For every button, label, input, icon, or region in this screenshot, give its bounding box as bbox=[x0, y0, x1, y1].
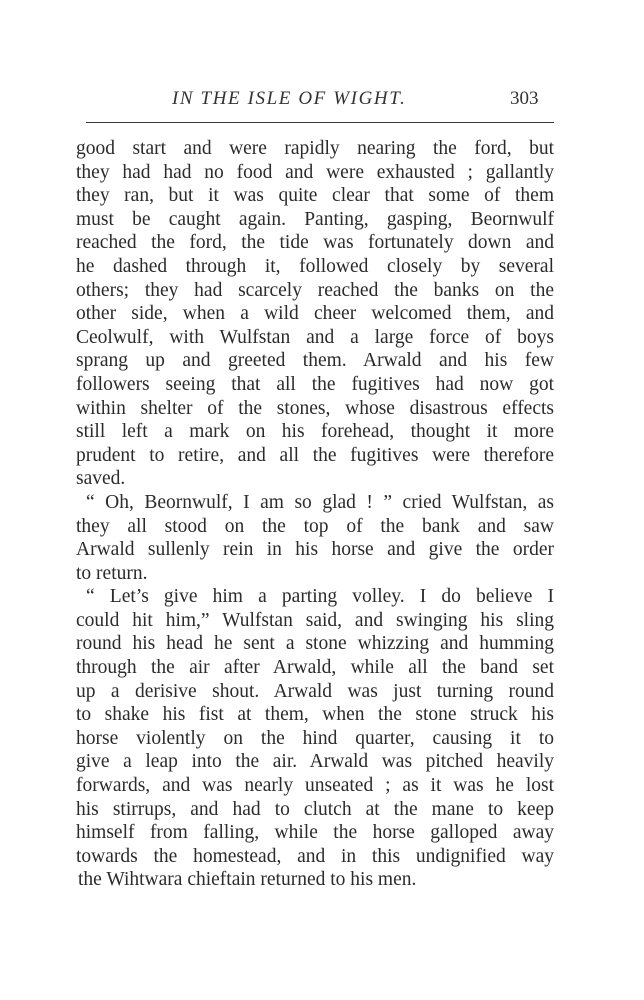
text-line: Arwald sullenly rein in his horse and give the order bbox=[76, 539, 554, 561]
text-line: “ Oh, Beornwulf, I am so glad ! ” cried Wulfstan, as bbox=[86, 491, 554, 513]
text-line: prudent to retire, and all the fugitives were therefore bbox=[76, 444, 554, 466]
text-line: they ran, but it was quite clear that some of them bbox=[76, 185, 554, 207]
text-line: they all stood on the top of the bank and saw bbox=[76, 515, 554, 537]
text-line: within shelter of the stones, whose disastrous effects bbox=[76, 397, 554, 419]
text-line: horse violently on the hind quarter, causing it to bbox=[76, 727, 554, 749]
text-line: he dashed through it, followed closely by several bbox=[76, 255, 554, 277]
text-line: saved. bbox=[76, 468, 126, 490]
text-line: himself from falling, while the horse galloped away bbox=[76, 822, 554, 844]
text-line: could hit him,” Wulfstan said, and swinging his sling bbox=[76, 609, 554, 631]
text-line: up a derisive shout. Arwald was just turning round bbox=[76, 680, 554, 702]
text-line: to shake his fist at them, when the stone struck his bbox=[76, 704, 554, 726]
text-line: good start and were rapidly nearing the ford, but bbox=[76, 138, 554, 159]
text-line: to return. bbox=[76, 562, 148, 584]
text-line: his stirrups, and had to clutch at the mane to keep bbox=[76, 798, 554, 820]
text-line: must be caught again. Panting, gasping, Beornwulf bbox=[76, 208, 554, 230]
text-line: sprang up and greeted them. Arwald and his few bbox=[76, 350, 554, 372]
page-number: 303 bbox=[510, 88, 539, 109]
text-line: other side, when a wild cheer welcomed them, and bbox=[76, 303, 554, 325]
body-text bbox=[76, 137, 554, 892]
header-rule bbox=[86, 122, 554, 123]
text-line: reached the ford, the tide was fortunately down and bbox=[76, 232, 554, 254]
text-line: towards the homestead, and in this undignified way bbox=[76, 845, 554, 867]
text-line: still left a mark on his forehead, thought it more bbox=[76, 421, 554, 443]
text-line: round his head he sent a stone whizzing and humming bbox=[76, 633, 554, 655]
text-line: the Wihtwara chieftain returned to his men. bbox=[78, 869, 417, 891]
text-line: followers seeing that all the fugitives had now got bbox=[76, 373, 554, 395]
running-title: IN THE ISLE OF WIGHT. bbox=[172, 88, 407, 109]
text-line: through the air after Arwald, while all the band set bbox=[76, 657, 554, 679]
text-line: Ceolwulf, with Wulfstan and a large force of boys bbox=[76, 326, 554, 348]
text-line: they had had no food and were exhausted ; gallantly bbox=[76, 161, 554, 183]
text-line: give a leap into the air. Arwald was pitched heavily bbox=[76, 751, 554, 773]
text-line: “ Let’s give him a parting volley. I do believe I bbox=[86, 586, 554, 608]
text-line: forwards, and was nearly unseated ; as it was he lost bbox=[76, 775, 554, 797]
text-line: others; they had scarcely reached the banks on the bbox=[76, 279, 554, 301]
